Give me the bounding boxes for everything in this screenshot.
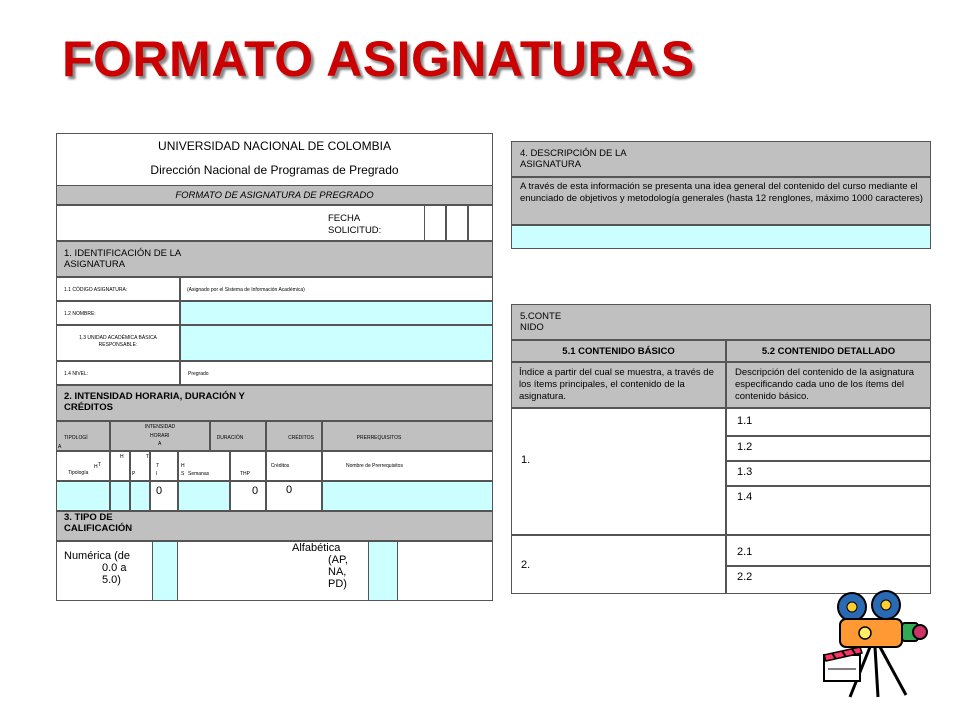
sub-semanas: Semanas — [188, 471, 210, 477]
col-intensidad-3: A — [158, 441, 162, 447]
field-1-1-label: 1.1 CÓDIGO ASIGNATURA: — [64, 287, 128, 293]
asignatura-form — [56, 133, 493, 601]
sub-hp-h: H — [120, 454, 124, 460]
section-3-title-2: CALIFICACIÓN — [64, 523, 133, 534]
section-1-title-1: 1. IDENTIFICACIÓN DE LA — [64, 248, 182, 259]
sub-tipologia-cell — [56, 451, 110, 481]
field-1-4-value: Pregrado — [188, 371, 209, 377]
direction-name: Dirección Nacional de Programas de Pregrado — [150, 163, 399, 177]
alfabetica-checkbox[interactable] — [368, 541, 398, 601]
desc-detallado: Descripción del contenido de la asignatura especificando cada uno de los ítems del contenido básico. — [735, 367, 915, 402]
sub-ht-h: H — [94, 464, 98, 470]
section-2-title-2: CRÉDITOS — [64, 402, 113, 413]
fecha-month-box[interactable] — [446, 205, 468, 241]
field-1-2-input[interactable] — [180, 301, 493, 325]
col-tipologia-a: A — [58, 444, 62, 450]
section-3-title-1: 3. TIPO DE — [64, 512, 113, 523]
alfabetica-label — [292, 542, 348, 590]
alfabetica-label-1: Alfabética — [292, 542, 341, 554]
value-thp: 0 — [252, 485, 259, 497]
col-creditos: CRÉDITOS — [288, 435, 314, 441]
sub-item-2-2: 2.2 — [737, 571, 753, 583]
descripcion-title-2: ASIGNATURA — [520, 159, 582, 170]
sub-item-1-3-cell[interactable] — [726, 461, 931, 486]
section-3-title — [64, 512, 132, 534]
field-1-3-label — [56, 335, 180, 348]
form-title: FORMATO DE ASIGNATURA DE PREGRADO — [175, 190, 374, 201]
section-1-title — [64, 248, 181, 270]
field-1-4-label: 1.4 NIVEL: — [64, 371, 89, 377]
col-duracion: DURACIÓN — [216, 435, 244, 441]
sub-ti-t: T — [146, 454, 150, 460]
section-2-title-1: 2. INTENSIDAD HORARIA, DURACIÓN Y — [64, 391, 245, 402]
university-name: UNIVERSIDAD NACIONAL DE COLOMBIA — [158, 139, 391, 153]
alfabetica-label-3: NA, — [328, 566, 347, 578]
col-intensidad-2: HORARI — [150, 433, 170, 439]
fecha-day-box[interactable] — [424, 205, 446, 241]
item-1: 1. — [521, 454, 531, 466]
field-1-1-value: (Asignado por el Sistema de Información Académica) — [187, 287, 305, 293]
value-semanas-input[interactable] — [178, 481, 230, 511]
descripcion-title — [520, 148, 627, 170]
sub-ti-i: I — [156, 471, 158, 477]
value-thp-cell — [230, 481, 266, 511]
item-1-cell — [511, 408, 726, 535]
sub-item-1-4-cell[interactable] — [726, 486, 931, 535]
field-1-3-label-1: 1.3 UNIDAD ACADÉMICA BÁSICA — [79, 335, 157, 341]
sub-item-1-2-cell[interactable] — [726, 436, 931, 461]
alfabetica-label-4: PD) — [328, 578, 347, 590]
alfabetica-label-2: (AP, — [328, 554, 348, 566]
contenido-title — [520, 311, 561, 333]
col-detallado: 5.2 CONTENIDO DETALLADO — [761, 346, 896, 357]
contenido-title-2: NIDO — [520, 322, 544, 333]
value-ti-cell — [150, 481, 178, 511]
sub-item-1-2: 1.2 — [737, 441, 753, 453]
sub-hs-h: H — [181, 463, 185, 469]
sub-hs-s: S — [181, 471, 185, 477]
col-tipologia: TIPOLOGÍ — [64, 435, 88, 441]
section-1-title-2: ASIGNATURA — [64, 259, 126, 270]
value-creditos: 0 — [286, 484, 293, 496]
sub-ti-cell — [150, 451, 178, 481]
field-1-3-input[interactable] — [180, 325, 493, 361]
contenido-title-1: 5.CONTE — [520, 311, 562, 322]
sub-item-1-4: 1.4 — [737, 491, 753, 503]
item-2-cell — [511, 535, 726, 594]
col-prerrequisitos: PRERREQUISITOS — [356, 435, 402, 441]
fecha-label — [328, 213, 381, 236]
fecha-label-1: FECHA — [328, 213, 361, 224]
sub-thp: THP — [240, 471, 250, 477]
sub-creditos: Créditos — [270, 463, 290, 469]
value-prereq-input[interactable] — [322, 481, 493, 511]
value-hp-input[interactable] — [130, 481, 150, 511]
sub-item-2-1: 2.1 — [737, 546, 753, 558]
sub-item-1-3: 1.3 — [737, 466, 753, 478]
item-2: 2. — [521, 559, 531, 571]
value-ht-input[interactable] — [110, 481, 130, 511]
descripcion-body: A través de esta información se presenta una idea general del contenido del curso mediante el enunciado de objetivos y metodología generales (hasta 12 renglones, máximo 1000 caracteres) — [520, 181, 923, 204]
fecha-label-2: SOLICITUD: — [328, 225, 382, 236]
field-1-2-label: 1.2 NOMBRE: — [64, 311, 96, 317]
movie-camera-clipart — [820, 585, 930, 700]
slide-title: FORMATO ASIGNATURAS — [62, 31, 695, 87]
numerica-checkbox[interactable] — [152, 541, 178, 601]
col-intensidad-1: INTENSIDAD — [144, 424, 176, 430]
contenido-header — [511, 304, 931, 340]
field-1-3-label-2: RESPONSABLE: — [98, 342, 138, 348]
descripcion-table — [511, 141, 931, 249]
numerica-label-3: 5.0) — [102, 574, 121, 586]
fecha-year-box[interactable] — [468, 205, 493, 241]
desc-basico: Índice a partir del cual se muestra, a través de los ítems principales, el contenido de la asignatura. — [519, 367, 714, 402]
value-creditos-cell — [266, 481, 322, 511]
sub-item-1-1: 1.1 — [737, 415, 753, 427]
value-ti: 0 — [156, 485, 163, 497]
numerica-label — [64, 550, 130, 586]
value-tipologia-input[interactable] — [56, 481, 110, 511]
numerica-label-2: 0.0 a — [102, 562, 127, 574]
sub-prereq-names: Nombre de Prerrequisitos — [346, 463, 403, 469]
section-2-title — [64, 391, 245, 413]
field-1-4-value-cell — [180, 361, 493, 385]
numerica-label-1: Numérica (de — [64, 550, 131, 562]
col-basico: 5.1 CONTENIDO BÁSICO — [562, 346, 675, 357]
sub-item-2-1-cell[interactable] — [726, 535, 931, 566]
contenido-table — [511, 304, 931, 594]
sub-ht-t: T — [98, 462, 102, 468]
descripcion-title-1: 4. DESCRIPCIÓN DE LA — [520, 148, 627, 159]
sub-item-1-1-cell[interactable] — [726, 408, 931, 436]
sub-tipologia: Tipología — [68, 470, 89, 476]
sub-hp-p: P — [132, 471, 136, 477]
sub-ti-t2: T — [156, 463, 160, 469]
descripcion-input[interactable] — [511, 225, 931, 249]
